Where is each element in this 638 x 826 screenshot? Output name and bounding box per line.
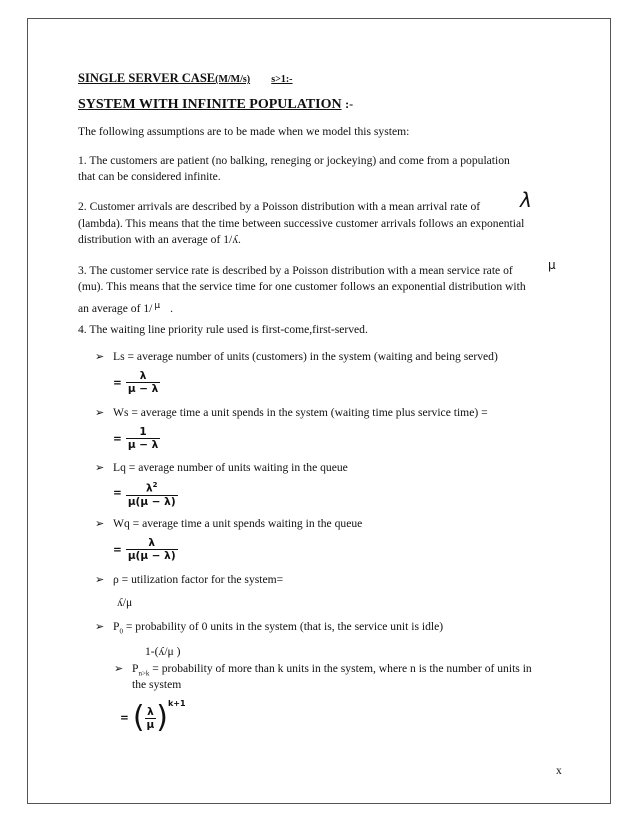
assumption-2-line-3: distribution with an average of 1/ʎ. (78, 233, 241, 246)
intro-text: The following assumptions are to be made when we model this system: (78, 125, 410, 138)
assumption-3-line-1: 3. The customer service rate is described by a Poisson distribution with a mean service rate of (78, 264, 513, 277)
p0-text: = probability of 0 units in the system (that is, the service unit is idle) (122, 620, 444, 633)
ls-formula (113, 370, 160, 395)
bullet-icon: ➢ (95, 406, 105, 419)
assumption-3-line-2: (mu). This means that the service time for one customer follows an exponential distribution with (78, 280, 526, 293)
wq-equals: = (113, 543, 122, 556)
pnk-numerator: λ (147, 705, 154, 718)
pnk-equals: = (120, 712, 129, 724)
wq-definition: Wq = average time a unit spends waiting in the queue (113, 517, 363, 530)
ws-numerator: 1 (139, 426, 147, 438)
lq-numerator-exponent: 2 (152, 481, 158, 489)
ls-numerator: λ (139, 370, 147, 382)
heading-condition: s>1:- (271, 74, 293, 85)
pnk-definition-line-2: the system (132, 678, 182, 691)
lq-numerator: λ (145, 482, 153, 495)
assumption-1-line-1: 1. The customers are patient (no balking, reneging or jockeying) and come from a population (78, 154, 510, 167)
wq-numerator: λ (148, 537, 156, 549)
page-marker: x (556, 764, 562, 777)
ws-denominator: μ − λ (127, 439, 159, 451)
p0-label: P (113, 620, 120, 633)
assumption-3-line-3-prefix: an average of 1/ (78, 302, 153, 315)
pnk-label: P (132, 662, 139, 675)
ls-equals: = (113, 376, 122, 389)
bullet-icon: ➢ (95, 573, 105, 586)
p0-value: 1-(ʎ/μ ) (145, 645, 181, 658)
lq-formula (113, 479, 178, 508)
p0-definition (113, 619, 443, 639)
p0-subscript: 0 (119, 627, 123, 636)
bullet-icon: ➢ (114, 662, 124, 675)
rho-value: ʎ/μ (117, 596, 133, 609)
heading-model-notation: (M/M/s) (215, 74, 251, 85)
heading-single-server-text: SINGLE SERVER CASE (78, 71, 216, 85)
assumption-3-line-3-suffix: . (170, 302, 173, 315)
lq-denominator: μ(μ − λ) (127, 495, 176, 508)
pnk-denominator: μ (146, 718, 155, 731)
pnk-exponent: k+1 (167, 699, 186, 708)
ws-formula (113, 426, 160, 451)
ls-definition: Ls = average number of units (customers) in the system (waiting and being served) (113, 350, 498, 363)
heading-infinite-population-suffix: :- (345, 97, 354, 111)
heading-infinite-population (78, 96, 353, 113)
assumption-3-line-3 (78, 298, 173, 317)
bullet-icon: ➢ (95, 620, 105, 633)
lq-equals: = (113, 487, 122, 500)
bullet-icon: ➢ (95, 350, 105, 363)
ls-denominator: μ − λ (127, 383, 159, 395)
wq-denominator: μ(μ − λ) (127, 550, 176, 562)
rho-definition: ρ = utilization factor for the system= (113, 573, 284, 586)
pnk-formula: = ( $\frac{\lambda}{\mu}$ ) k+1 (120, 699, 186, 735)
ws-definition: Ws = average time a unit spends in the system (waiting time plus service time) = (113, 406, 488, 419)
lq-definition: Lq = average number of units waiting in the queue (113, 461, 348, 474)
assumption-2-line-1: 2. Customer arrivals are described by a Poisson distribution with a mean arrival rate of (78, 200, 481, 213)
pnk-definition (132, 661, 532, 681)
bullet-icon: ➢ (95, 461, 105, 474)
assumption-2-line-2: (lambda). This means that the time between successive customer arrivals follows an exponential (78, 217, 525, 230)
heading-infinite-population-text: SYSTEM WITH INFINITE POPULATION (78, 97, 342, 112)
ws-equals: = (113, 432, 122, 445)
lambda-symbol: λ (520, 188, 532, 212)
wq-formula (113, 537, 178, 562)
bullet-icon: ➢ (95, 517, 105, 530)
assumption-1-line-2: that can be considered infinite. (78, 170, 221, 183)
pnk-subscript: n>k (138, 669, 150, 678)
heading-single-server (78, 70, 292, 88)
pnk-text: = probability of more than k units in the system, where n is the number of units in (149, 662, 532, 675)
assumption-4: 4. The waiting line priority rule used is first-come,first-served. (78, 323, 368, 336)
mu-symbol-inline: μ (154, 301, 161, 311)
mu-symbol: μ (548, 258, 556, 272)
